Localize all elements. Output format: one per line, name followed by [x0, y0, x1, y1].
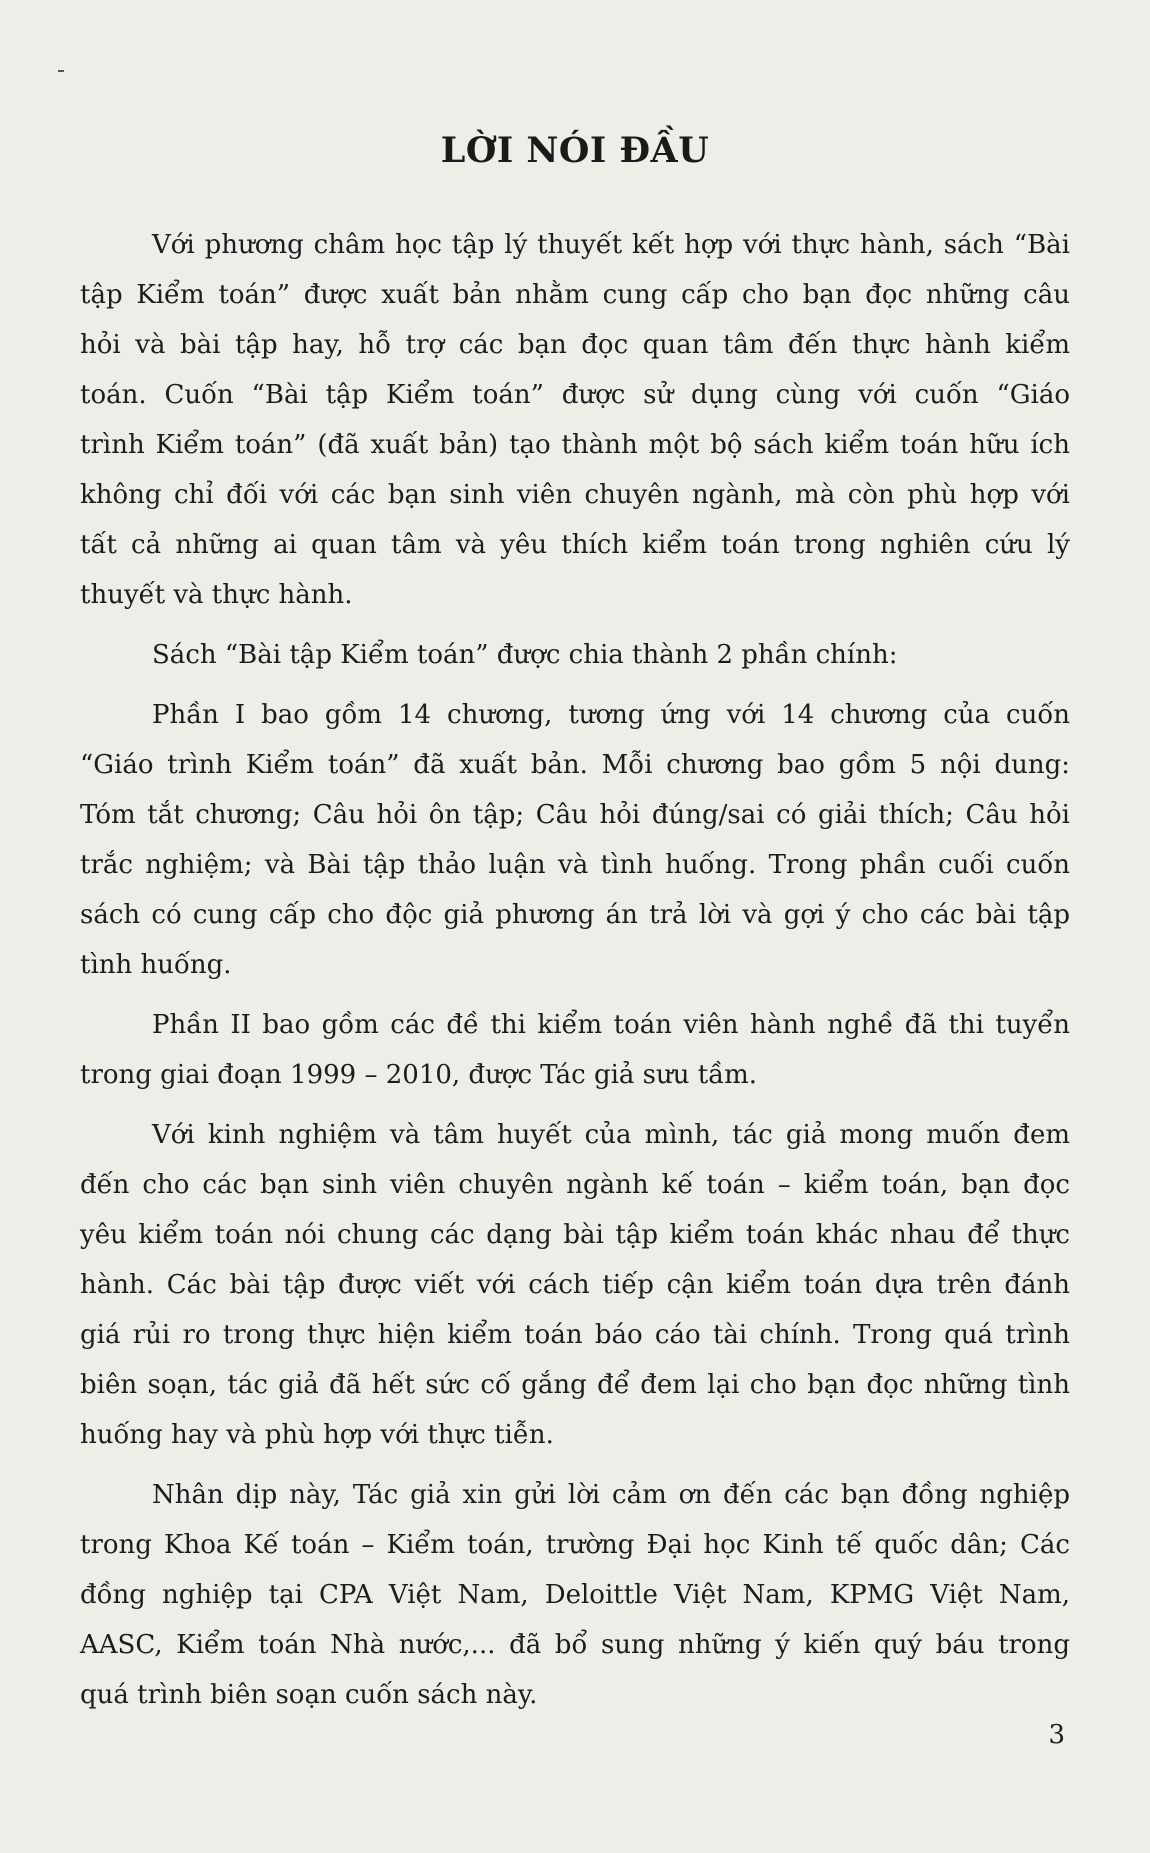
paragraph: [80, 1470, 1070, 1720]
text-line: trình Kiểm toán” (đã xuất bản) tạo thành một bộ sách kiểm toán hữu ích: [80, 430, 1070, 460]
page-title: LỜI NÓI ĐẦU: [440, 130, 710, 171]
text-line: huống hay và phù hợp với thực tiễn.: [80, 1420, 554, 1450]
paragraph: [80, 1110, 1070, 1460]
text-line: đồng nghiệp tại CPA Việt Nam, Deloittle Việt Nam, KPMG Việt Nam,: [80, 1580, 1070, 1610]
text-line: trong giai đoạn 1999 – 2010, được Tác giả sưu tầm.: [80, 1060, 758, 1090]
text-line: hỏi và bài tập hay, hỗ trợ các bạn đọc quan tâm đến thực hành kiểm: [80, 330, 1070, 360]
text-line: đến cho các bạn sinh viên chuyên ngành kế toán – kiểm toán, bạn đọc: [80, 1170, 1070, 1200]
text-line: trong Khoa Kế toán – Kiểm toán, trường Đại học Kinh tế quốc dân; Các: [80, 1530, 1070, 1560]
text-line: yêu kiểm toán nói chung các dạng bài tập kiểm toán khác nhau để thực: [80, 1220, 1070, 1250]
text-line: Phần I bao gồm 14 chương, tương ứng với 14 chương của cuốn: [152, 700, 1070, 730]
paragraph: [80, 1000, 1070, 1100]
text-line: quá trình biên soạn cuốn sách này.: [80, 1680, 538, 1710]
text-line: Với kinh nghiệm và tâm huyết của mình, tác giả mong muốn đem: [152, 1120, 1070, 1150]
text-line: giá rủi ro trong thực hiện kiểm toán báo cáo tài chính. Trong quá trình: [80, 1320, 1070, 1350]
text-line: tập Kiểm toán” được xuất bản nhằm cung cấp cho bạn đọc những câu: [80, 280, 1070, 310]
text-line: tình huống.: [80, 950, 232, 980]
text-line: “Giáo trình Kiểm toán” đã xuất bản. Mỗi chương bao gồm 5 nội dung:: [80, 750, 1070, 780]
text-line: sách có cung cấp cho độc giả phương án trả lời và gợi ý cho các bài tập: [80, 900, 1070, 930]
paragraph: [80, 630, 1070, 680]
text-line: biên soạn, tác giả đã hết sức cố gắng để đem lại cho bạn đọc những tình: [80, 1370, 1070, 1400]
text-line: tất cả những ai quan tâm và yêu thích kiểm toán trong nghiên cứu lý: [80, 530, 1070, 560]
paragraph: [80, 220, 1070, 620]
text-line: hành. Các bài tập được viết với cách tiếp cận kiểm toán dựa trên đánh: [80, 1270, 1070, 1300]
page-number: 3: [1048, 1720, 1065, 1750]
text-line: Với phương châm học tập lý thuyết kết hợp với thực hành, sách “Bài: [152, 230, 1070, 260]
text-line: Tóm tắt chương; Câu hỏi ôn tập; Câu hỏi đúng/sai có giải thích; Câu hỏi: [80, 800, 1070, 830]
text-line: trắc nghiệm; và Bài tập thảo luận và tình huống. Trong phần cuối cuốn: [80, 850, 1070, 880]
paragraph: [80, 690, 1070, 990]
text-line: toán. Cuốn “Bài tập Kiểm toán” được sử dụng cùng với cuốn “Giáo: [80, 380, 1070, 410]
text-line: thuyết và thực hành.: [80, 580, 353, 610]
preface-body: [80, 220, 1070, 1730]
margin-mark: [58, 70, 64, 72]
text-line: Sách “Bài tập Kiểm toán” được chia thành 2 phần chính:: [152, 640, 898, 670]
text-line: AASC, Kiểm toán Nhà nước,... đã bổ sung những ý kiến quý báu trong: [80, 1630, 1070, 1660]
text-line: Nhân dịp này, Tác giả xin gửi lời cảm ơn đến các bạn đồng nghiệp: [152, 1480, 1070, 1510]
text-line: không chỉ đối với các bạn sinh viên chuyên ngành, mà còn phù hợp với: [80, 480, 1070, 510]
text-line: Phần II bao gồm các đề thi kiểm toán viên hành nghề đã thi tuyển: [152, 1010, 1070, 1040]
